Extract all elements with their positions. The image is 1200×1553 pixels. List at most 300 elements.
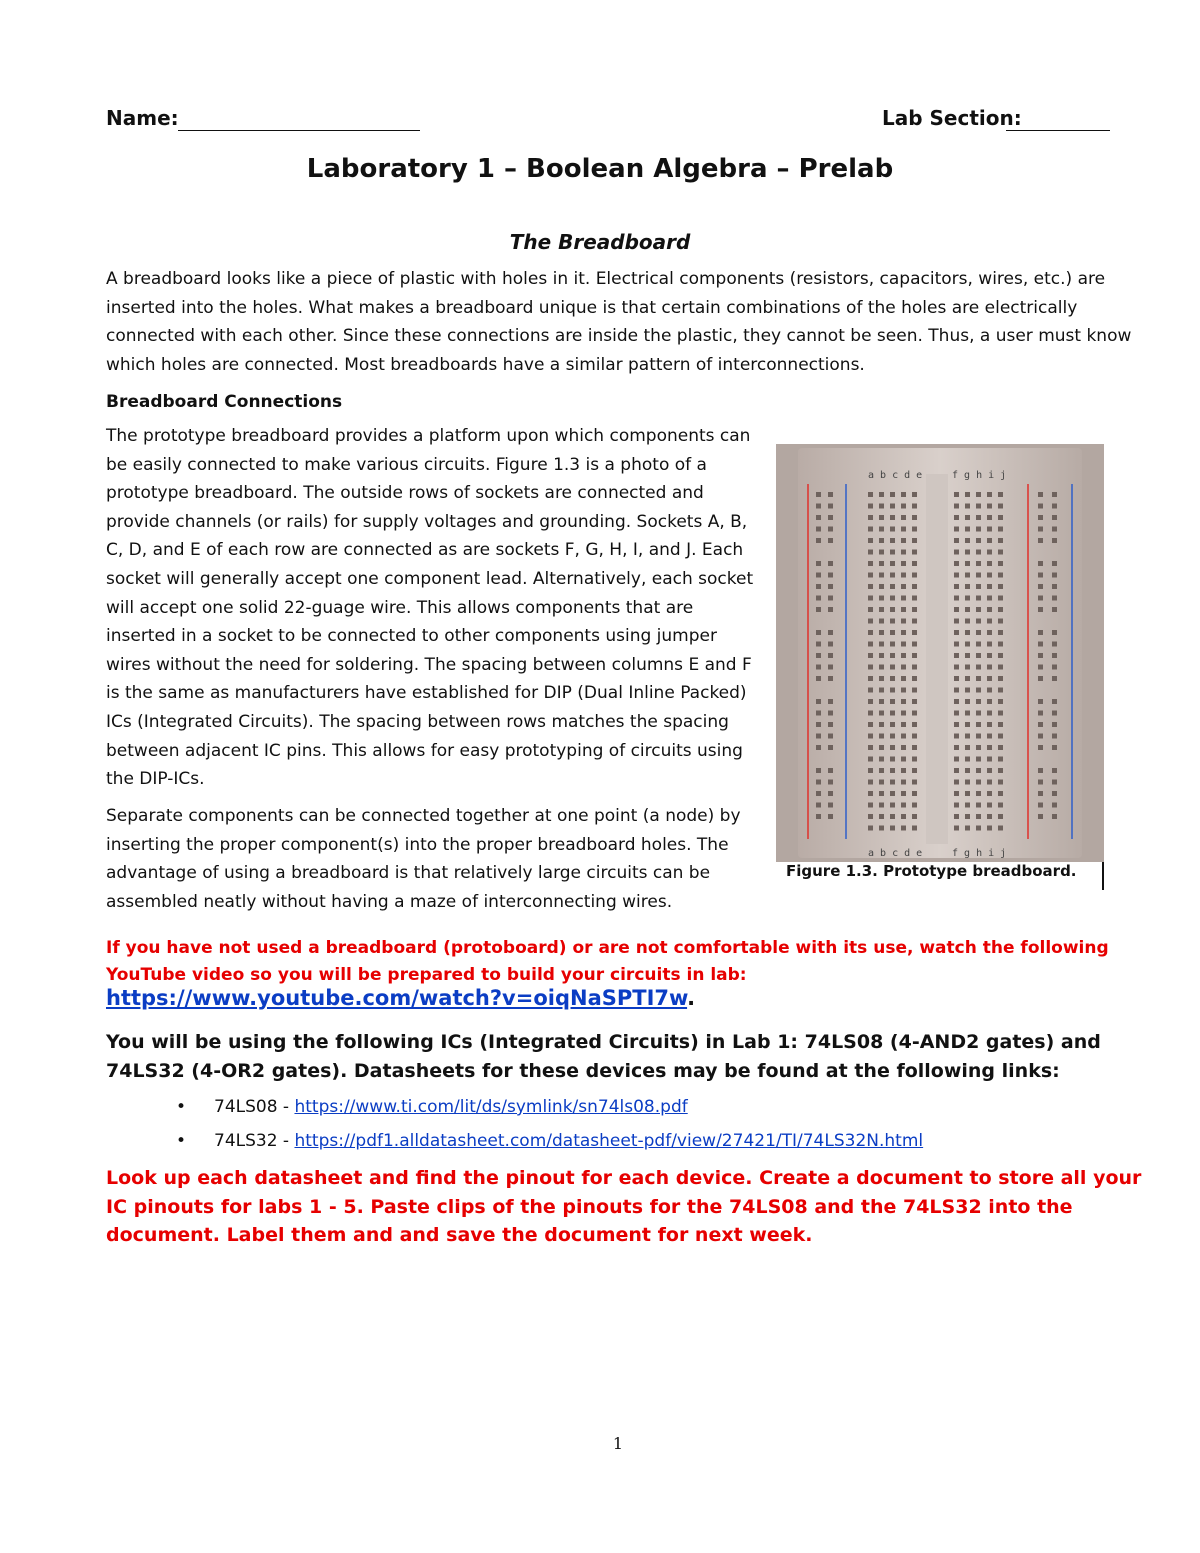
socket-hole: [828, 492, 833, 497]
socket-hole: [879, 504, 884, 509]
socket-hole: [987, 826, 992, 831]
socket-hole: [912, 780, 917, 785]
socket-hole: [901, 527, 906, 532]
socket-hole: [879, 734, 884, 739]
socket-hole: [890, 688, 895, 693]
socket-hole: [828, 642, 833, 647]
socket-hole: [987, 573, 992, 578]
socket-hole: [901, 619, 906, 624]
socket-hole: [1038, 734, 1043, 739]
socket-hole: [828, 711, 833, 716]
socket-hole: [987, 607, 992, 612]
socket-hole: [954, 561, 959, 566]
socket-hole: [987, 561, 992, 566]
socket-hole: [976, 768, 981, 773]
socket-hole: [1038, 596, 1043, 601]
socket-hole: [912, 665, 917, 670]
socket-hole: [890, 826, 895, 831]
socket-hole: [1052, 630, 1057, 635]
socket-hole: [890, 550, 895, 555]
socket-hole: [901, 688, 906, 693]
socket-hole: [890, 642, 895, 647]
socket-hole: [912, 619, 917, 624]
socket-hole: [1052, 699, 1057, 704]
socket-hole: [816, 653, 821, 658]
socket-hole: [1052, 745, 1057, 750]
youtube-link-line: [106, 986, 695, 1010]
socket-hole: [954, 550, 959, 555]
socket-hole: [954, 711, 959, 716]
socket-hole: [901, 642, 906, 647]
socket-hole: [954, 757, 959, 762]
socket-hole: [976, 642, 981, 647]
socket-hole: [976, 745, 981, 750]
socket-hole: [868, 826, 873, 831]
socket-hole: [987, 780, 992, 785]
socket-hole: [868, 814, 873, 819]
socket-hole: [998, 619, 1003, 624]
socket-hole: [998, 550, 1003, 555]
socket-hole: [901, 826, 906, 831]
socket-hole: [912, 711, 917, 716]
socket-hole: [1052, 791, 1057, 796]
socket-hole: [912, 515, 917, 520]
socket-hole: [868, 607, 873, 612]
socket-hole: [912, 803, 917, 808]
socket-hole: [976, 492, 981, 497]
socket-hole: [816, 665, 821, 670]
socket-hole: [987, 515, 992, 520]
socket-hole: [890, 699, 895, 704]
breadboard-figure: [776, 444, 1104, 890]
socket-hole: [976, 504, 981, 509]
socket-hole: [828, 630, 833, 635]
socket-hole: [879, 538, 884, 543]
socket-hole: [912, 791, 917, 796]
socket-hole: [965, 803, 970, 808]
socket-hole: [901, 699, 906, 704]
socket-hole: [901, 515, 906, 520]
socket-hole: [901, 711, 906, 716]
socket-hole: [976, 676, 981, 681]
socket-hole: [998, 768, 1003, 773]
socket-hole: [976, 699, 981, 704]
socket-hole: [1052, 653, 1057, 658]
socket-hole: [954, 768, 959, 773]
socket-hole: [816, 699, 821, 704]
socket-hole: [879, 791, 884, 796]
socket-hole: [879, 492, 884, 497]
socket-hole: [1052, 607, 1057, 612]
socket-hole: [890, 768, 895, 773]
socket-hole: [868, 538, 873, 543]
socket-hole: [879, 573, 884, 578]
section-title: The Breadboard: [509, 230, 691, 254]
socket-hole: [879, 768, 884, 773]
socket-hole: [868, 584, 873, 589]
socket-hole: [998, 780, 1003, 785]
socket-hole: [987, 676, 992, 681]
socket-hole: [954, 803, 959, 808]
socket-hole: [1038, 527, 1043, 532]
socket-hole: [901, 676, 906, 681]
socket-hole: [879, 803, 884, 808]
socket-hole: [965, 780, 970, 785]
socket-hole: [998, 492, 1003, 497]
socket-hole: [998, 527, 1003, 532]
document-title: Laboratory 1 – Boolean Algebra – Prelab: [306, 154, 894, 184]
socket-hole: [912, 607, 917, 612]
socket-hole: [890, 504, 895, 509]
socket-hole: [912, 653, 917, 658]
socket-hole: [901, 780, 906, 785]
datasheet-link-74ls32[interactable]: https://pdf1.alldatasheet.com/datasheet-pdf/view/27421/TI/74LS32N.html: [294, 1131, 924, 1151]
socket-hole: [912, 676, 917, 681]
socket-hole: [965, 653, 970, 658]
socket-hole: [912, 699, 917, 704]
socket-hole: [998, 791, 1003, 796]
socket-hole: [901, 722, 906, 727]
socket-hole: [879, 699, 884, 704]
socket-hole: [912, 688, 917, 693]
socket-hole: [965, 814, 970, 819]
socket-hole: [890, 791, 895, 796]
socket-hole: [965, 619, 970, 624]
socket-hole: [987, 653, 992, 658]
socket-hole: [987, 630, 992, 635]
socket-hole: [965, 538, 970, 543]
socket-hole: [976, 550, 981, 555]
socket-hole: [879, 561, 884, 566]
socket-hole: [965, 515, 970, 520]
bullet-icon: •: [176, 1131, 187, 1151]
separate-paragraph: Separate components can be connected together at one point (a node) by inserting the proper component(s) into the proper breadboard holes. The advantage of using a breadboard is that relatively large circuits can be assembled neatly without having a maze of interconnecting wires.: [106, 806, 741, 912]
socket-hole: [987, 757, 992, 762]
socket-hole: [965, 711, 970, 716]
socket-hole: [912, 722, 917, 727]
socket-hole: [868, 665, 873, 670]
lab-section-blank[interactable]: [1006, 130, 1110, 131]
socket-hole: [868, 757, 873, 762]
socket-hole: [868, 803, 873, 808]
socket-hole: [901, 768, 906, 773]
socket-hole: [890, 538, 895, 543]
socket-hole: [965, 665, 970, 670]
socket-hole: [1038, 699, 1043, 704]
socket-hole: [828, 573, 833, 578]
socket-hole: [965, 757, 970, 762]
socket-hole: [816, 642, 821, 647]
socket-hole: [901, 492, 906, 497]
socket-hole: [901, 550, 906, 555]
socket-hole: [879, 630, 884, 635]
socket-hole: [1052, 492, 1057, 497]
socket-hole: [976, 757, 981, 762]
socket-hole: [976, 584, 981, 589]
socket-hole: [976, 688, 981, 693]
socket-hole: [954, 791, 959, 796]
socket-hole: [879, 711, 884, 716]
socket-hole: [998, 573, 1003, 578]
socket-hole: [1052, 711, 1057, 716]
socket-hole: [868, 711, 873, 716]
column-letters-left-top: a b c d e: [868, 470, 923, 481]
socket-hole: [954, 814, 959, 819]
socket-hole: [954, 665, 959, 670]
socket-hole: [816, 768, 821, 773]
socket-hole: [976, 561, 981, 566]
socket-hole: [1038, 676, 1043, 681]
socket-hole: [976, 722, 981, 727]
socket-hole: [987, 688, 992, 693]
socket-hole: [868, 734, 873, 739]
breadboard-photo: [776, 444, 1104, 862]
socket-hole: [912, 630, 917, 635]
socket-hole: [816, 791, 821, 796]
socket-hole: [816, 527, 821, 532]
socket-hole: [912, 527, 917, 532]
socket-hole: [954, 492, 959, 497]
socket-hole: [965, 745, 970, 750]
intro-paragraph: A breadboard looks like a piece of plastic with holes in it. Electrical components (resistors, capacitors, wires, etc.) are inserted into the holes. What makes a breadboard unique is that certain combinations of the holes are electrically connected with each other. Since these connections are inside the plastic, they cannot be seen. Thus, a user must know which holes are connected. Most breadboards have a similar pattern of interconnections.: [106, 269, 1132, 375]
socket-hole: [828, 699, 833, 704]
socket-hole: [1038, 653, 1043, 658]
socket-hole: [890, 653, 895, 658]
socket-hole: [912, 814, 917, 819]
socket-hole: [828, 515, 833, 520]
socket-hole: [954, 573, 959, 578]
socket-hole: [879, 515, 884, 520]
socket-hole: [998, 722, 1003, 727]
socket-hole: [998, 584, 1003, 589]
socket-hole: [954, 504, 959, 509]
socket-hole: [976, 653, 981, 658]
socket-hole: [965, 607, 970, 612]
socket-hole: [828, 791, 833, 796]
socket-hole: [901, 504, 906, 509]
socket-hole: [1052, 814, 1057, 819]
socket-hole: [987, 745, 992, 750]
socket-hole: [998, 642, 1003, 647]
socket-hole: [1038, 803, 1043, 808]
name-blank[interactable]: [178, 130, 420, 131]
socket-hole: [1038, 814, 1043, 819]
socket-hole: [816, 584, 821, 589]
socket-hole: [998, 538, 1003, 543]
socket-hole: [998, 665, 1003, 670]
socket-hole: [868, 676, 873, 681]
socket-hole: [965, 722, 970, 727]
socket-hole: [828, 504, 833, 509]
socket-hole: [998, 596, 1003, 601]
socket-hole: [1052, 734, 1057, 739]
figure-border: [1102, 862, 1104, 890]
socket-hole: [901, 757, 906, 762]
socket-hole: [868, 550, 873, 555]
socket-hole: [868, 527, 873, 532]
socket-hole: [976, 711, 981, 716]
socket-hole: [828, 596, 833, 601]
socket-hole: [868, 504, 873, 509]
socket-hole: [816, 561, 821, 566]
column-letters-left-bottom: a b c d e: [868, 848, 923, 859]
socket-hole: [868, 642, 873, 647]
socket-hole: [828, 768, 833, 773]
socket-hole: [965, 734, 970, 739]
datasheet-link-74ls08[interactable]: https://www.ti.com/lit/ds/symlink/sn74ls08.pdf: [294, 1097, 688, 1117]
socket-hole: [901, 665, 906, 670]
socket-hole: [976, 527, 981, 532]
socket-hole: [1052, 768, 1057, 773]
socket-hole: [868, 653, 873, 658]
socket-hole: [868, 780, 873, 785]
socket-hole: [1052, 780, 1057, 785]
socket-hole: [987, 527, 992, 532]
socket-hole: [976, 734, 981, 739]
socket-hole: [965, 492, 970, 497]
socket-hole: [901, 607, 906, 612]
socket-hole: [879, 527, 884, 532]
socket-hole: [954, 619, 959, 624]
socket-hole: [976, 791, 981, 796]
socket-hole: [890, 584, 895, 589]
socket-hole: [965, 573, 970, 578]
socket-hole: [901, 584, 906, 589]
socket-hole: [1038, 630, 1043, 635]
socket-hole: [890, 665, 895, 670]
socket-hole: [954, 653, 959, 658]
socket-hole: [998, 630, 1003, 635]
socket-hole: [998, 607, 1003, 612]
socket-hole: [828, 665, 833, 670]
socket-hole: [879, 676, 884, 681]
socket-hole: [901, 573, 906, 578]
socket-hole: [890, 711, 895, 716]
socket-hole: [1052, 803, 1057, 808]
socket-hole: [998, 814, 1003, 819]
socket-hole: [816, 734, 821, 739]
socket-hole: [912, 550, 917, 555]
socket-hole: [987, 711, 992, 716]
socket-hole: [890, 780, 895, 785]
socket-hole: [954, 745, 959, 750]
socket-hole: [954, 699, 959, 704]
socket-hole: [912, 561, 917, 566]
socket-hole: [816, 515, 821, 520]
socket-hole: [1038, 722, 1043, 727]
socket-hole: [965, 826, 970, 831]
socket-hole: [890, 573, 895, 578]
socket-hole: [954, 515, 959, 520]
socket-hole: [987, 699, 992, 704]
socket-hole: [1052, 561, 1057, 566]
socket-hole: [890, 745, 895, 750]
socket-hole: [1052, 596, 1057, 601]
socket-hole: [879, 814, 884, 819]
socket-hole: [965, 584, 970, 589]
socket-hole: [901, 653, 906, 658]
socket-hole: [879, 757, 884, 762]
socket-hole: [816, 814, 821, 819]
socket-hole: [1052, 538, 1057, 543]
socket-hole: [1038, 768, 1043, 773]
socket-hole: [901, 791, 906, 796]
socket-hole: [890, 596, 895, 601]
socket-hole: [901, 630, 906, 635]
socket-hole: [879, 745, 884, 750]
socket-hole: [987, 768, 992, 773]
socket-hole: [987, 550, 992, 555]
socket-hole: [901, 745, 906, 750]
socket-hole: [890, 757, 895, 762]
socket-hole: [987, 619, 992, 624]
socket-hole: [828, 527, 833, 532]
socket-hole: [912, 768, 917, 773]
socket-hole: [816, 722, 821, 727]
socket-hole: [868, 573, 873, 578]
socket-hole: [828, 584, 833, 589]
socket-hole: [828, 722, 833, 727]
socket-hole: [912, 573, 917, 578]
socket-hole: [954, 584, 959, 589]
youtube-link[interactable]: https://www.youtube.com/watch?v=oiqNaSPTI7w: [106, 986, 688, 1010]
socket-hole: [1052, 665, 1057, 670]
socket-hole: [879, 780, 884, 785]
socket-hole: [998, 699, 1003, 704]
socket-hole: [901, 596, 906, 601]
socket-hole: [976, 596, 981, 601]
socket-hole: [1038, 780, 1043, 785]
socket-hole: [965, 550, 970, 555]
socket-hole: [901, 561, 906, 566]
socket-hole: [1038, 711, 1043, 716]
socket-hole: [890, 527, 895, 532]
socket-hole: [868, 745, 873, 750]
socket-hole: [954, 596, 959, 601]
socket-hole: [954, 607, 959, 612]
socket-hole: [976, 780, 981, 785]
column-letters-right-top: f g h i j: [952, 470, 1007, 481]
socket-hole: [987, 596, 992, 601]
socket-hole: [998, 803, 1003, 808]
socket-hole: [912, 734, 917, 739]
socket-hole: [1038, 515, 1043, 520]
socket-hole: [1038, 573, 1043, 578]
socket-hole: [1038, 745, 1043, 750]
socket-hole: [1052, 573, 1057, 578]
socket-hole: [976, 515, 981, 520]
socket-hole: [879, 596, 884, 601]
socket-hole: [976, 814, 981, 819]
socket-hole: [998, 826, 1003, 831]
youtube-warning: If you have not used a breadboard (protoboard) or are not comfortable with its use, watch the following YouTube video so you will be prepared to build your circuits in lab:: [106, 938, 1109, 985]
socket-hole: [1038, 642, 1043, 647]
socket-hole: [987, 584, 992, 589]
socket-hole: [1038, 492, 1043, 497]
socket-hole: [816, 492, 821, 497]
socket-hole: [998, 688, 1003, 693]
socket-hole: [954, 676, 959, 681]
socket-hole: [901, 803, 906, 808]
socket-hole: [890, 676, 895, 681]
socket-hole: [828, 538, 833, 543]
socket-hole: [1038, 504, 1043, 509]
socket-hole: [1052, 584, 1057, 589]
socket-hole: [901, 814, 906, 819]
subsection-title: Breadboard Connections: [106, 392, 343, 412]
socket-hole: [828, 607, 833, 612]
socket-hole: [998, 757, 1003, 762]
